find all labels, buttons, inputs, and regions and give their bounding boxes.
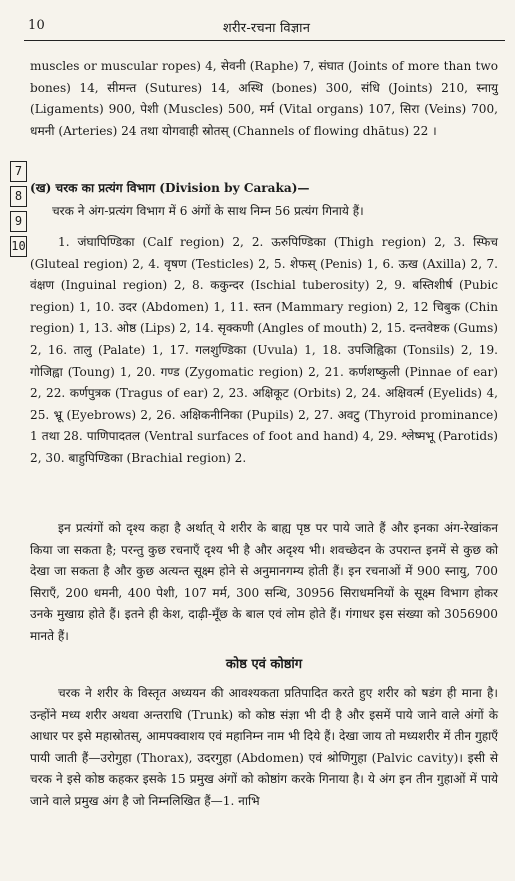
margin-number-boxes [10,161,28,261]
paragraph-caraka-intro: चरक ने अंग-प्रत्यंग विभाग में 6 अंगों के साथ निम्न 56 प्रत्यंग गिनाये हैं। [52,204,364,218]
paragraph-koshtha: चरक ने शरीर के विस्तृत अध्ययन की आवश्यकता प्रतिपादित करते हुए शरीर को षडंग ही माना है। उन्होंने मध्य शरीर अथवा अन्तराधि (Trunk) को कोष्ठ संज्ञा भी दी है और इसमें पाये जाने वाले अंगों के आधार पर इसे महास्रोतस्, आमपक्वाशय एवं महानिम्न नाम भी दिये हैं। देखा जाय तो मध्यशरीर में तीन गुहाएँ पायी जाती हैं—उरोगुहा (Thorax), उदरगुहा (Abdomen) एवं श्रोणिगुहा (Palvic cavity)। इसी से चरक ने इसे कोष्ठ कहकर इसके 15 प्रमुख अंगों को कोष्ठांग करके गिनाया है। ये अंग इन तीन गुहाओं में पाये जाने वाले प्रमुख अंग है जो निम्नलिखित हैं—1. नाभि [30,686,498,808]
paragraph-pratyanga-list: 1. जंघापिण्डिका (Calf region) 2, 2. ऊरुपिण्डिका (Thigh region) 2, 3. स्फिच (Gluteal region) 2, 4. वृषण (Testicles) 2, 5. शेफस् (Penis) 1, 6. ऊख (Axilla) 2, 7. वंक्षण (Inguinal region) 2, 8. ककुन्दर (Ischial tuberosity) 2, 9. बस्तिशीर्ष (Pubic region) 1, 10. उदर (Abdomen) 1, 11. स्तन (Mammary region) 2, 12 चिबुक (Chin region) 1, 13. ओष्ठ (Lips) 2, 14. सृक्कणी (Angles of mouth) 2, 15. दन्तवेष्टक (Gums) 2, 16. तालु (Palate) 1, 17. गलशुण्डिका (Uvula) 1, 18. उपजिह्विका (Tonsils) 2, 19. गोजिह्वा (Toung) 1, 20. गण्ड (Zygomatic region) 2, 21. कर्णशष्कुली (Pinnae of ear) 2, 22. कर्णपुत्रक (Tragus of ear) 2, 23. अक्षिकूट (Orbits) 2, 24. अक्षिवर्त्म (Eyelids) 4, 25. भ्रू (Eyebrows) 2, 26. अक्षिकनीनिका (Pupils) 2, 27. अवटु (Thyroid prominance) 1 तथा 28. पाणिपादतल (Ventral surfaces of foot and hand) 4, 29. श्लेष्मभू (Parotids) 2, 30. बाहुपिण्डिका (Brachial region) 2. [30,235,498,465]
paragraph-body-parts-count: muscles or muscular ropes) 4, सेवनी (Raphe) 7, संघात (Joints of more than two bones) 14, सीमन्त (Sutures) 14, अस्थि (bones) 300, संधि (Joints) 210, स्नायु (Ligaments) 900, पेशी (Muscles) 500, मर्म (Vital organs) 107, सिरा (Veins) 700, धमनी (Arteries) 24 तथा योगवाही स्रोतस् (Channels of flowing dhātus) 22 । [30,59,498,138]
margin-number-8: 8 [10,186,27,207]
section-heading-koshtha: कोष्ठ एवं कोष्ठांग [225,657,303,672]
margin-number-10: 10 [10,236,27,257]
margin-number-9: 9 [10,211,27,232]
header-rule [24,40,505,41]
margin-number-7: 7 [10,161,27,182]
page-number: 10 [28,18,45,33]
running-title: शरीर-रचना विज्ञान [222,21,311,36]
paragraph-visible-structures: इन प्रत्यंगों को दृश्य कहा है अर्थात् ये शरीर के बाह्य पृष्ठ पर पाये जाते हैं और इनका अंग-रेखांकन किया जा सकता है; परन्तु कुछ रचनाएँ दृश्य भी है और अदृश्य भी। शवच्छेदन के उपरान्त इनमें से कुछ को देखा जा सकता है और कुछ अत्यन्त सूक्ष्म होने से अनुमानगम्य होती हैं। इन रचनाओं में 900 स्नायु, 700 सिराएँ, 200 धमनी, 400 पेशी, 107 मर्म, 300 सन्धि, 30956 सिराधमनियों के सूक्ष्म विभाग होकर उनके मुखाग्र होते हैं। इतने ही केश, दाढ़ी-मूँछ के बाल एवं लोम होते हैं। गंगाधर इस संख्या को 3056900 मानते हैं। [30,521,498,643]
subheading-caraka-division: (ख) चरक का प्रत्यंग विभाग (Division by Caraka)— [30,181,310,195]
